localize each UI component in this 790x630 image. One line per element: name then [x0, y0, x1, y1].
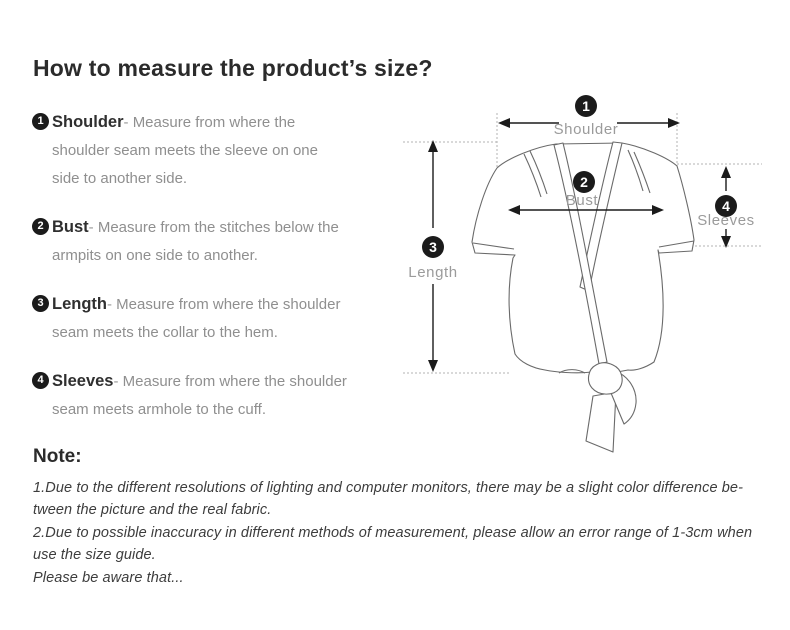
item-separator: -	[88, 219, 94, 236]
item-number-badge: 2	[32, 218, 49, 235]
item-description: Measure from where the shoulder seam meets the collar to the hem.	[52, 296, 341, 341]
note-line: use the size guide.	[33, 547, 156, 564]
measure-item-length	[33, 290, 347, 347]
measurement-diagram	[395, 85, 780, 460]
sleeves-label: Sleeves	[697, 212, 755, 229]
bust-label: Bust	[565, 192, 599, 209]
shoulder-label: Shoulder	[553, 121, 619, 138]
item-label: Sleeves	[52, 372, 114, 390]
measure-item-shoulder	[33, 108, 347, 193]
item-separator: -	[107, 296, 112, 313]
diagram-badge-sleeves	[697, 195, 755, 229]
item-separator: -	[123, 114, 129, 131]
item-number-badge: 1	[32, 113, 49, 130]
svg-text:1: 1	[582, 98, 590, 114]
svg-text:4: 4	[722, 198, 730, 214]
note-line: Please be aware that...	[33, 569, 184, 586]
measure-item-sleeves	[33, 367, 347, 424]
note-line: tween the picture and the real fabric.	[33, 502, 272, 519]
svg-text:3: 3	[429, 239, 437, 255]
measure-item-bust	[33, 213, 347, 270]
item-description: Measure from where the shoulder seam meets the sleeve on one side to another side.	[52, 114, 318, 187]
item-label: Length	[52, 295, 107, 313]
item-number-badge: 4	[32, 372, 49, 389]
note-line: 2.Due to possible inaccuracy in different methods of measurement, please allow an error range of 1-3cm when	[33, 524, 753, 541]
length-label: Length	[408, 264, 458, 281]
item-description: Measure from where the shoulder seam meets armhole to the cuff.	[52, 373, 347, 418]
item-number-badge: 3	[32, 295, 49, 312]
item-description: Measure from the stitches below the armpits on one side to another.	[52, 219, 339, 264]
diagram-badge-shoulder	[554, 95, 619, 138]
note-heading: Note:	[33, 446, 82, 467]
item-separator: -	[113, 373, 119, 390]
note-line: 1.Due to the different resolutions of lighting and computer monitors, there may be a slight color difference be-	[33, 480, 743, 496]
measurement-instructions	[33, 108, 347, 444]
item-label: Shoulder	[52, 113, 124, 131]
note-section	[33, 446, 783, 589]
diagram-badge-length	[408, 236, 457, 281]
svg-text:2: 2	[580, 174, 588, 190]
item-label: Bust	[52, 218, 89, 236]
page-title: How to measure the product’s size?	[33, 55, 433, 82]
